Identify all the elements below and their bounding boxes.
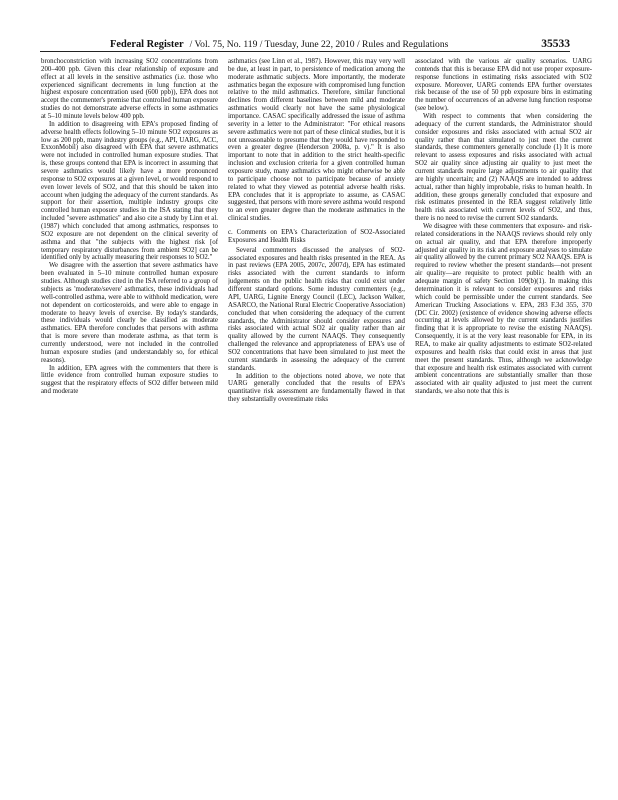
publication-title: Federal Register: [110, 39, 184, 50]
paragraph: With respect to comments that when considering the adequacy of the current standards, the Administrator should consider exposures and risks associated with actual SO2 air quality rather than that simulated to just meet the current standards, these commenters generally conclude (1) It is more relevant to assess exposures and risks associated with actual SO2 air quality since adjusting air quality to just meet the current standards require large adjustments to air quality that are highly uncertain; and (2) NAAQS are intended to address actual, rather than highly improbable, risks to human health. In addition, these groups generally concluded that exposure and risk estimates presented in the REA suggest relatively little health risk associated with current levels of SO2, and thus, there is no need to revise the current SO2 standards.: [415, 113, 592, 223]
paragraph: bronchoconstriction with increasing SO2 concentrations from 200–400 ppb. Given this clear relationship of exposure and effect at all levels in the sensitive asthmatics (i.e. those who experienced significant decrements in lung function at the highest exposure concentration used (600 ppb)), EPA does not accept the commenter's premise that controlled human exposure studies do not demonstrate adverse effects in some asthmatics at 5–10 minute levels below 400 ppb.: [41, 58, 218, 121]
paragraph: asthmatics (see Linn et al., 1987). However, this may very well be due, at least in part, to persistence of medication among the moderate asthmatic subjects. More importantly, the moderate asthmatics began the exposure with compromised lung function relative to the mild asthmatics. Therefore, similar functional declines from different baselines between mild and moderate asthmatics would clearly not have the same physiological importance. CASAC specifically addressed the issue of asthma severity in a letter to the Administrator: "For ethical reasons severe asthmatics were not part of these clinical studies, but it is not unreasonable to presume that they would have responded to even a greater degree (Henderson 2008a, p. v)." It is also important to note that in addition to the strict health-specific inclusion and exclusion criteria for a given controlled human exposure study, many asthmatics who might otherwise be able to participate choose not to participate because of anxiety related to what they viewed as potential adverse health risks. EPA concludes that it is appropriate to assume, as CASAC suggested, that persons with more severe asthma would respond to an even greater degree than the moderate asthmatics in the clinical studies.: [228, 58, 405, 223]
paragraph: In addition, EPA agrees with the commenters that there is little evidence from controlled human exposure studies to suggest that the respiratory effects of SO2 differ between mild and moderate: [41, 364, 218, 396]
running-header: [40, 30, 570, 50]
paragraph: We disagree with the assertion that severe asthmatics have been evaluated in 5–10 minute controlled human exposure studies. Although studies cited in the ISA referred to a group of subjects as 'moderate/severe' asthmatics, these individuals had well-controlled asthma, were able to withhold medication, were not dependent on corticosteroids, and were able to engage in moderate to heavy levels of exercise. By today's standards, these individuals would clearly be classified as moderate asthmatics. EPA therefore concludes that persons with asthma that is more severe than moderate asthma, as that term is currently understood, were not included in the controlled human exposure studies (and understandably so, for ethical reasons).: [41, 262, 218, 364]
page-number: 35533: [541, 38, 570, 50]
paragraph: In addition to the objections noted above, we note that UARG generally concluded that the results of EPA's quantitative risk assessment are fundamentally flawed in that they substantially overestimate risks: [228, 372, 405, 404]
paragraph: We disagree with these commenters that exposure- and risk-related considerations in the NAAQS reviews should rely only on actual air quality, and that EPA therefore improperly adjusted air quality in its risk and exposure analyses to simulate air quality allowed by the current primary SO2 NAAQS. EPA is required to review whether the present standards—not present air quality—are requisite to protect public health with an adequate margin of safety Section 109(b)(1). In making this determination it is relevant to consider exposures and risks which could be permissible under the current standards. See American Trucking Associations v. EPA, 283 F.3d 355, 370 (DC Cir. 2002) (existence of evidence showing adverse effects occurring at levels allowed by the current standards justifies finding that it is appropriate to revise the existing NAAQS). Consequently, it is at the very least reasonable for EPA, in its REA, to make air quality adjustments to estimate SO2-related exposures and health risks that could exist in areas that just meet the present standards. Thus, although we acknowledge that exposure and health risk estimates associated with current ambient concentrations are substantially smaller than those associated with air quality adjusted to just meet the current standards, we also note that this is: [415, 223, 592, 396]
paragraph: Several commenters discussed the analyses of SO2-associated exposures and health risks presented in the REA. As in past reviews (EPA 2005, 2007c, 2007d), EPA has estimated risks associated with the current standards to inform judgements on the public health risks that could exist under different standard options. Some industry commenters (e.g., API, UARG, Lignite Energy Council (LEC), Jackson Walker, ASARCO, the National Rural Electric Cooperative Association) concluded that when considering the adequacy of the current standards, the Administrator should consider exposures and risks associated with actual SO2 air quality rather than air quality allowed by the current NAAQS. They consequently challenged the relevance and appropriateness of EPA's use of SO2 concentrations that have been simulated to just meet the current standards in assessing the adequacy of the current standards.: [228, 246, 405, 372]
section-heading: c. Comments on EPA's Characterization of SO2-Associated Exposures and Health Risks: [228, 229, 405, 244]
text-column-2: [228, 58, 405, 788]
header-rule: [40, 51, 570, 52]
paragraph: associated with the various air quality scenarios. UARG contends that this is because EPA did not use proper exposure-response functions in estimating risks associated with SO2 exposure. Moreover, UARG contends EPA further overstates risk because of the use of 50 ppb exposure bins in estimating the number of occurrences of an adverse lung function response (see below).: [415, 58, 592, 113]
issue-details: / Vol. 75, No. 119 / Tuesday, June 22, 2010 / Rules and Regulations: [189, 39, 449, 50]
text-column-3: [415, 58, 592, 788]
paragraph: In addition to disagreeing with EPA's proposed finding of adverse health effects following 5–10 minute SO2 exposures as low as 200 ppb, many industry groups (e.g., API, UARG, ACC, ExxonMobil) also disagreed with EPA that severe asthmatics were not included in controlled human exposure studies. That is, these groups contend that EPA is incorrect in assuming that severe asthmatics would likely have a more pronounced response to SO2 exposures at a given level, or would respond to even lower levels of SO2, and that this should be taken into account when judging the adequacy of the current standards. As support for their assertion, multiple industry groups cite controlled human exposure studies in the ISA stating that they included "severe asthmatics" and also cite a study by Linn et al. (1987) which concluded that among asthmatics, responses to SO2 exposure are not dependent on the clinical severity of asthma and that "the subjects with the highest risk [of temporary respiratory disturbances from ambient SO2] can be identified only by actually measuring their responses to SO2.": [41, 120, 218, 262]
text-column-1: [41, 58, 218, 788]
